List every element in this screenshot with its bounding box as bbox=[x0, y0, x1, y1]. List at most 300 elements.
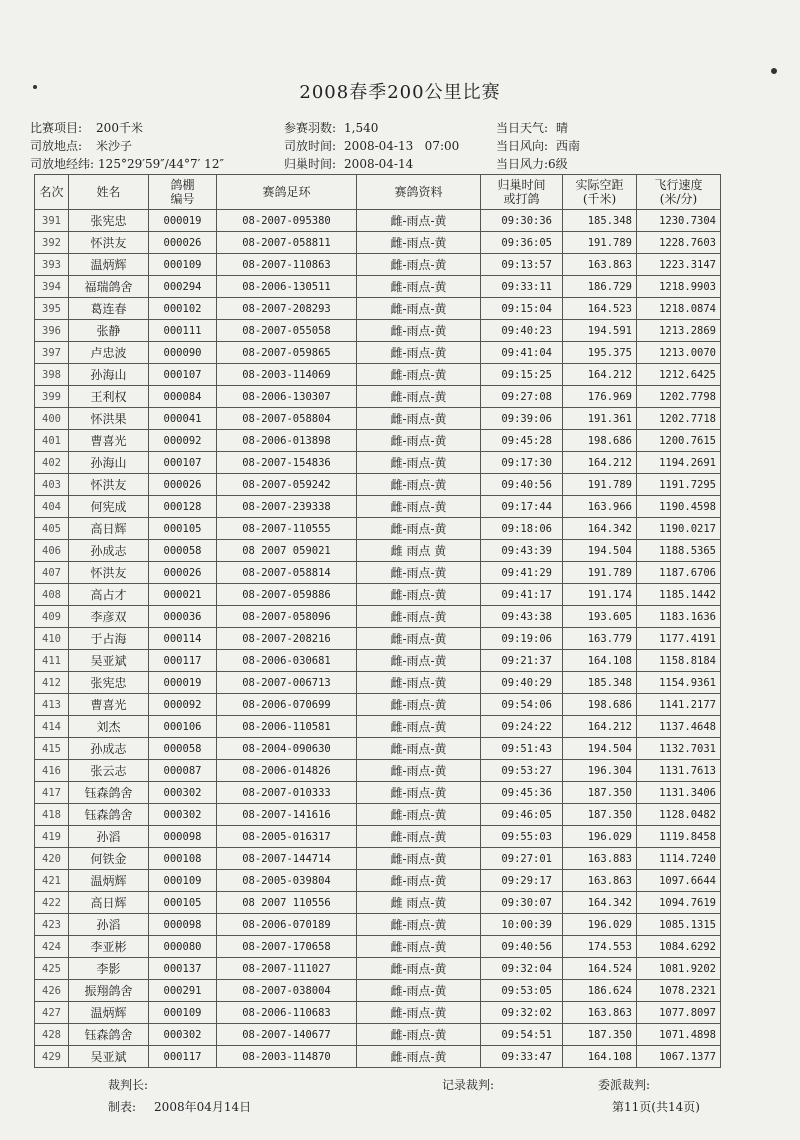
cell-loft: 000108 bbox=[149, 848, 217, 870]
cell-rank: 403 bbox=[35, 474, 69, 496]
cell-loft: 000291 bbox=[149, 980, 217, 1002]
cell-distance: 191.789 bbox=[563, 562, 637, 584]
meta-count bbox=[284, 120, 378, 136]
table-row bbox=[35, 518, 721, 540]
cell-distance: 164.212 bbox=[563, 452, 637, 474]
cell-name: 吴亚斌 bbox=[69, 650, 149, 672]
table-row bbox=[35, 958, 721, 980]
cell-ring: 08-2007-006713 bbox=[217, 672, 357, 694]
cell-speed: 1137.4648 bbox=[637, 716, 721, 738]
cell-rank: 406 bbox=[35, 540, 69, 562]
table-row bbox=[35, 716, 721, 738]
cell-loft: 000117 bbox=[149, 650, 217, 672]
cell-info: 雌-雨点-黄 bbox=[357, 584, 481, 606]
meta-coordinates-label: 司放地经纬: bbox=[30, 157, 95, 171]
cell-ring: 08-2007-058804 bbox=[217, 408, 357, 430]
cell-speed: 1141.2177 bbox=[637, 694, 721, 716]
cell-time: 09:33:47 bbox=[481, 1046, 563, 1068]
cell-time: 09:40:29 bbox=[481, 672, 563, 694]
cell-distance: 164.212 bbox=[563, 716, 637, 738]
made-label: 制表: bbox=[108, 1100, 137, 1114]
cell-loft: 000092 bbox=[149, 430, 217, 452]
cell-speed: 1223.3147 bbox=[637, 254, 721, 276]
cell-distance: 163.863 bbox=[563, 870, 637, 892]
cell-distance: 174.553 bbox=[563, 936, 637, 958]
cell-time: 09:41:04 bbox=[481, 342, 563, 364]
cell-time: 09:21:37 bbox=[481, 650, 563, 672]
cell-name: 孙滔 bbox=[69, 914, 149, 936]
meta-item bbox=[30, 120, 143, 136]
cell-loft: 000092 bbox=[149, 694, 217, 716]
cell-info: 雌-雨点-黄 bbox=[357, 452, 481, 474]
cell-info: 雌-雨点-黄 bbox=[357, 562, 481, 584]
table-row bbox=[35, 430, 721, 452]
cell-loft: 000107 bbox=[149, 452, 217, 474]
cell-time: 09:36:05 bbox=[481, 232, 563, 254]
cell-speed: 1067.1377 bbox=[637, 1046, 721, 1068]
cell-ring: 08-2007-144714 bbox=[217, 848, 357, 870]
cell-ring: 08-2005-016317 bbox=[217, 826, 357, 848]
table-row bbox=[35, 738, 721, 760]
cell-rank: 427 bbox=[35, 1002, 69, 1024]
cell-distance: 187.350 bbox=[563, 804, 637, 826]
cell-loft: 000087 bbox=[149, 760, 217, 782]
cell-distance: 164.342 bbox=[563, 518, 637, 540]
cell-time: 09:19:06 bbox=[481, 628, 563, 650]
table-row bbox=[35, 342, 721, 364]
cell-loft: 000090 bbox=[149, 342, 217, 364]
cell-distance: 191.174 bbox=[563, 584, 637, 606]
table-row bbox=[35, 298, 721, 320]
cell-speed: 1212.6425 bbox=[637, 364, 721, 386]
cell-name: 怀洪友 bbox=[69, 474, 149, 496]
cell-ring: 08-2007-111027 bbox=[217, 958, 357, 980]
cell-speed: 1218.0874 bbox=[637, 298, 721, 320]
header-distance: 实际空距 (千米) bbox=[563, 175, 637, 210]
cell-rank: 393 bbox=[35, 254, 69, 276]
cell-name: 李影 bbox=[69, 958, 149, 980]
cell-name: 温炳辉 bbox=[69, 870, 149, 892]
meta-item-value: 200千米 bbox=[96, 121, 143, 135]
cell-rank: 408 bbox=[35, 584, 69, 606]
table-row bbox=[35, 474, 721, 496]
cell-speed: 1077.8097 bbox=[637, 1002, 721, 1024]
cell-loft: 000058 bbox=[149, 738, 217, 760]
cell-distance: 196.029 bbox=[563, 826, 637, 848]
cell-distance: 163.883 bbox=[563, 848, 637, 870]
cell-rank: 428 bbox=[35, 1024, 69, 1046]
cell-speed: 1213.2869 bbox=[637, 320, 721, 342]
cell-info: 雌 雨点 黄 bbox=[357, 540, 481, 562]
cell-speed: 1081.9202 bbox=[637, 958, 721, 980]
cell-ring: 08-2007-154836 bbox=[217, 452, 357, 474]
cell-info: 雌-雨点-黄 bbox=[357, 738, 481, 760]
cell-name: 张云志 bbox=[69, 760, 149, 782]
cell-distance: 164.108 bbox=[563, 650, 637, 672]
cell-rank: 399 bbox=[35, 386, 69, 408]
appointed-label: 委派裁判: bbox=[598, 1078, 651, 1092]
cell-ring: 08 2007 059021 bbox=[217, 540, 357, 562]
cell-distance: 186.624 bbox=[563, 980, 637, 1002]
cell-loft: 000105 bbox=[149, 892, 217, 914]
cell-info: 雌-雨点-黄 bbox=[357, 958, 481, 980]
cell-distance: 191.789 bbox=[563, 232, 637, 254]
cell-time: 09:40:56 bbox=[481, 936, 563, 958]
cell-name: 温炳辉 bbox=[69, 1002, 149, 1024]
table-row bbox=[35, 606, 721, 628]
table-body bbox=[35, 210, 721, 1068]
cell-name: 孙滔 bbox=[69, 826, 149, 848]
header-speed: 飞行速度 (米/分) bbox=[637, 175, 721, 210]
cell-ring: 08-2006-070189 bbox=[217, 914, 357, 936]
cell-time: 09:17:44 bbox=[481, 496, 563, 518]
cell-time: 09:41:29 bbox=[481, 562, 563, 584]
cell-speed: 1128.0482 bbox=[637, 804, 721, 826]
cell-name: 钰森鸽舍 bbox=[69, 1024, 149, 1046]
cell-loft: 000026 bbox=[149, 562, 217, 584]
cell-distance: 187.350 bbox=[563, 782, 637, 804]
cell-speed: 1187.6706 bbox=[637, 562, 721, 584]
cell-distance: 164.524 bbox=[563, 958, 637, 980]
cell-ring: 08-2007-058096 bbox=[217, 606, 357, 628]
cell-name: 刘杰 bbox=[69, 716, 149, 738]
cell-time: 09:27:01 bbox=[481, 848, 563, 870]
cell-rank: 396 bbox=[35, 320, 69, 342]
cell-loft: 000084 bbox=[149, 386, 217, 408]
meta-wind-direction-label: 当日风向: bbox=[496, 139, 549, 153]
cell-time: 09:54:06 bbox=[481, 694, 563, 716]
cell-rank: 422 bbox=[35, 892, 69, 914]
cell-ring: 08-2003-114069 bbox=[217, 364, 357, 386]
cell-loft: 000137 bbox=[149, 958, 217, 980]
cell-loft: 000109 bbox=[149, 1002, 217, 1024]
table-row bbox=[35, 1002, 721, 1024]
cell-distance: 164.342 bbox=[563, 892, 637, 914]
table-row bbox=[35, 1046, 721, 1068]
cell-loft: 000106 bbox=[149, 716, 217, 738]
cell-distance: 185.348 bbox=[563, 672, 637, 694]
cell-rank: 419 bbox=[35, 826, 69, 848]
cell-rank: 418 bbox=[35, 804, 69, 826]
table-row bbox=[35, 672, 721, 694]
cell-info: 雌-雨点-黄 bbox=[357, 254, 481, 276]
cell-distance: 194.591 bbox=[563, 320, 637, 342]
cell-loft: 000098 bbox=[149, 914, 217, 936]
cell-speed: 1194.2691 bbox=[637, 452, 721, 474]
cell-loft: 000111 bbox=[149, 320, 217, 342]
cell-ring: 08-2006-130307 bbox=[217, 386, 357, 408]
cell-distance: 163.863 bbox=[563, 1002, 637, 1024]
cell-speed: 1085.1315 bbox=[637, 914, 721, 936]
table-row bbox=[35, 496, 721, 518]
cell-ring: 08-2006-110581 bbox=[217, 716, 357, 738]
cell-speed: 1119.8458 bbox=[637, 826, 721, 848]
cell-info: 雌-雨点-黄 bbox=[357, 716, 481, 738]
cell-time: 09:41:17 bbox=[481, 584, 563, 606]
cell-name: 李彦双 bbox=[69, 606, 149, 628]
table-row bbox=[35, 980, 721, 1002]
referee-label: 裁判长: bbox=[108, 1078, 149, 1092]
cell-time: 09:39:06 bbox=[481, 408, 563, 430]
cell-info: 雌-雨点-黄 bbox=[357, 826, 481, 848]
table-row bbox=[35, 232, 721, 254]
cell-name: 何宪成 bbox=[69, 496, 149, 518]
cell-time: 09:13:57 bbox=[481, 254, 563, 276]
cell-rank: 397 bbox=[35, 342, 69, 364]
table-row bbox=[35, 1024, 721, 1046]
cell-rank: 417 bbox=[35, 782, 69, 804]
cell-rank: 423 bbox=[35, 914, 69, 936]
cell-loft: 000098 bbox=[149, 826, 217, 848]
cell-loft: 000021 bbox=[149, 584, 217, 606]
cell-name: 怀洪友 bbox=[69, 562, 149, 584]
cell-loft: 000026 bbox=[149, 232, 217, 254]
cell-name: 钰森鸽舍 bbox=[69, 782, 149, 804]
cell-loft: 000114 bbox=[149, 628, 217, 650]
cell-rank: 404 bbox=[35, 496, 69, 518]
cell-ring: 08 2007 110556 bbox=[217, 892, 357, 914]
table-row bbox=[35, 210, 721, 232]
meta-wind-direction-value: 西南 bbox=[556, 139, 581, 153]
cell-name: 何铁金 bbox=[69, 848, 149, 870]
cell-time: 09:45:36 bbox=[481, 782, 563, 804]
cell-name: 福瑞鸽舍 bbox=[69, 276, 149, 298]
cell-distance: 164.523 bbox=[563, 298, 637, 320]
cell-info: 雌-雨点-黄 bbox=[357, 386, 481, 408]
cell-info: 雌-雨点-黄 bbox=[357, 628, 481, 650]
meta-release-value: 2008-04-13 07:00 bbox=[344, 139, 460, 153]
page-title: 2008春季200公里比赛 bbox=[299, 82, 501, 103]
table-row bbox=[35, 848, 721, 870]
cell-info: 雌-雨点-黄 bbox=[357, 804, 481, 826]
cell-ring: 08-2007-055058 bbox=[217, 320, 357, 342]
cell-loft: 000117 bbox=[149, 1046, 217, 1068]
cell-speed: 1230.7304 bbox=[637, 210, 721, 232]
cell-distance: 198.686 bbox=[563, 430, 637, 452]
table-row bbox=[35, 386, 721, 408]
cell-distance: 164.108 bbox=[563, 1046, 637, 1068]
cell-distance: 187.350 bbox=[563, 1024, 637, 1046]
header-info: 赛鸽资料 bbox=[357, 175, 481, 210]
cell-time: 09:32:04 bbox=[481, 958, 563, 980]
table-row bbox=[35, 650, 721, 672]
cell-rank: 425 bbox=[35, 958, 69, 980]
cell-time: 09:18:06 bbox=[481, 518, 563, 540]
cell-speed: 1183.1636 bbox=[637, 606, 721, 628]
cell-speed: 1213.0070 bbox=[637, 342, 721, 364]
cell-loft: 000058 bbox=[149, 540, 217, 562]
cell-rank: 409 bbox=[35, 606, 69, 628]
cell-speed: 1131.7613 bbox=[637, 760, 721, 782]
cell-name: 孙成志 bbox=[69, 738, 149, 760]
table-row bbox=[35, 320, 721, 342]
cell-info: 雌 雨点-黄 bbox=[357, 892, 481, 914]
cell-time: 09:43:38 bbox=[481, 606, 563, 628]
header-rank: 名次 bbox=[35, 175, 69, 210]
cell-time: 09:27:08 bbox=[481, 386, 563, 408]
cell-info: 雌-雨点-黄 bbox=[357, 914, 481, 936]
cell-name: 钰森鸽舍 bbox=[69, 804, 149, 826]
cell-distance: 164.212 bbox=[563, 364, 637, 386]
cell-time: 09:15:25 bbox=[481, 364, 563, 386]
cell-ring: 08-2006-070699 bbox=[217, 694, 357, 716]
meta-weather bbox=[496, 120, 568, 136]
cell-ring: 08-2007-059242 bbox=[217, 474, 357, 496]
cell-name: 吴亚斌 bbox=[69, 1046, 149, 1068]
cell-loft: 000026 bbox=[149, 474, 217, 496]
cell-ring: 08-2007-095380 bbox=[217, 210, 357, 232]
cell-speed: 1071.4898 bbox=[637, 1024, 721, 1046]
table-row bbox=[35, 628, 721, 650]
cell-rank: 392 bbox=[35, 232, 69, 254]
cell-ring: 08-2006-110683 bbox=[217, 1002, 357, 1024]
cell-info: 雌-雨点-黄 bbox=[357, 298, 481, 320]
table-row bbox=[35, 892, 721, 914]
cell-time: 09:17:30 bbox=[481, 452, 563, 474]
meta-count-label: 参赛羽数: bbox=[284, 121, 337, 135]
header-ring: 赛鸽足环 bbox=[217, 175, 357, 210]
cell-speed: 1190.4598 bbox=[637, 496, 721, 518]
meta-wind-force bbox=[496, 156, 568, 172]
cell-name: 张宪忠 bbox=[69, 210, 149, 232]
meta-location bbox=[30, 138, 132, 154]
cell-loft: 000080 bbox=[149, 936, 217, 958]
cell-loft: 000105 bbox=[149, 518, 217, 540]
cell-loft: 000019 bbox=[149, 210, 217, 232]
cell-loft: 000294 bbox=[149, 276, 217, 298]
cell-ring: 08-2005-039804 bbox=[217, 870, 357, 892]
meta-return-value: 2008-04-14 bbox=[344, 157, 414, 171]
table-row bbox=[35, 364, 721, 386]
table-row bbox=[35, 826, 721, 848]
cell-time: 09:45:28 bbox=[481, 430, 563, 452]
cell-name: 曹喜光 bbox=[69, 694, 149, 716]
cell-loft: 000302 bbox=[149, 1024, 217, 1046]
cell-distance: 163.966 bbox=[563, 496, 637, 518]
cell-ring: 08-2004-090630 bbox=[217, 738, 357, 760]
table-row bbox=[35, 584, 721, 606]
table-row bbox=[35, 782, 721, 804]
cell-info: 雌-雨点-黄 bbox=[357, 694, 481, 716]
cell-rank: 414 bbox=[35, 716, 69, 738]
cell-distance: 163.863 bbox=[563, 254, 637, 276]
cell-name: 王利权 bbox=[69, 386, 149, 408]
cell-loft: 000107 bbox=[149, 364, 217, 386]
cell-time: 09:29:17 bbox=[481, 870, 563, 892]
table-header-row bbox=[35, 175, 721, 210]
cell-time: 09:51:43 bbox=[481, 738, 563, 760]
cell-distance: 195.375 bbox=[563, 342, 637, 364]
meta-return-label: 归巢时间: bbox=[284, 157, 337, 171]
cell-speed: 1094.7619 bbox=[637, 892, 721, 914]
cell-distance: 176.969 bbox=[563, 386, 637, 408]
cell-info: 雌-雨点-黄 bbox=[357, 606, 481, 628]
cell-speed: 1188.5365 bbox=[637, 540, 721, 562]
cell-distance: 196.029 bbox=[563, 914, 637, 936]
cell-ring: 08-2006-130511 bbox=[217, 276, 357, 298]
cell-time: 09:15:04 bbox=[481, 298, 563, 320]
cell-time: 09:55:03 bbox=[481, 826, 563, 848]
cell-speed: 1218.9903 bbox=[637, 276, 721, 298]
cell-time: 09:54:51 bbox=[481, 1024, 563, 1046]
cell-name: 李亚彬 bbox=[69, 936, 149, 958]
cell-distance: 163.779 bbox=[563, 628, 637, 650]
cell-ring: 08-2007-059865 bbox=[217, 342, 357, 364]
cell-info: 雌-雨点-黄 bbox=[357, 650, 481, 672]
cell-speed: 1131.3406 bbox=[637, 782, 721, 804]
cell-name: 孙海山 bbox=[69, 364, 149, 386]
cell-rank: 412 bbox=[35, 672, 69, 694]
cell-info: 雌-雨点-黄 bbox=[357, 1024, 481, 1046]
cell-info: 雌-雨点-黄 bbox=[357, 980, 481, 1002]
cell-ring: 08-2007-010333 bbox=[217, 782, 357, 804]
meta-wind-force-label: 当日风力: bbox=[496, 157, 549, 171]
cell-time: 09:33:11 bbox=[481, 276, 563, 298]
meta-location-label: 司放地点: bbox=[30, 139, 83, 153]
header-name: 姓名 bbox=[69, 175, 149, 210]
cell-rank: 394 bbox=[35, 276, 69, 298]
cell-info: 雌-雨点-黄 bbox=[357, 936, 481, 958]
cell-info: 雌-雨点-黄 bbox=[357, 276, 481, 298]
cell-info: 雌-雨点-黄 bbox=[357, 1046, 481, 1068]
cell-distance: 191.361 bbox=[563, 408, 637, 430]
cell-info: 雌-雨点-黄 bbox=[357, 1002, 481, 1024]
cell-loft: 000102 bbox=[149, 298, 217, 320]
cell-ring: 08-2003-114870 bbox=[217, 1046, 357, 1068]
cell-speed: 1158.8184 bbox=[637, 650, 721, 672]
cell-distance: 186.729 bbox=[563, 276, 637, 298]
table-row bbox=[35, 540, 721, 562]
cell-speed: 1114.7240 bbox=[637, 848, 721, 870]
meta-location-value: 米沙子 bbox=[96, 139, 133, 153]
cell-speed: 1132.7031 bbox=[637, 738, 721, 760]
cell-name: 孙成志 bbox=[69, 540, 149, 562]
cell-rank: 398 bbox=[35, 364, 69, 386]
cell-name: 卢忠波 bbox=[69, 342, 149, 364]
page-info: 第11页(共14页) bbox=[612, 1100, 700, 1114]
cell-rank: 420 bbox=[35, 848, 69, 870]
cell-distance: 185.348 bbox=[563, 210, 637, 232]
table-row bbox=[35, 254, 721, 276]
cell-rank: 421 bbox=[35, 870, 69, 892]
cell-info: 雌-雨点-黄 bbox=[357, 232, 481, 254]
meta-count-value: 1,540 bbox=[344, 121, 379, 135]
cell-info: 雌-雨点-黄 bbox=[357, 364, 481, 386]
header-loft: 鸽棚 编号 bbox=[149, 175, 217, 210]
meta-item-label: 比赛项目: bbox=[30, 121, 83, 135]
made-date: 2008年04月14日 bbox=[154, 1100, 252, 1114]
cell-name: 孙海山 bbox=[69, 452, 149, 474]
cell-speed: 1202.7798 bbox=[637, 386, 721, 408]
cell-speed: 1084.6292 bbox=[637, 936, 721, 958]
cell-rank: 400 bbox=[35, 408, 69, 430]
cell-name: 高日辉 bbox=[69, 892, 149, 914]
cell-loft: 000041 bbox=[149, 408, 217, 430]
cell-rank: 401 bbox=[35, 430, 69, 452]
cell-time: 09:24:22 bbox=[481, 716, 563, 738]
cell-ring: 08-2007-208293 bbox=[217, 298, 357, 320]
meta-coordinates bbox=[30, 156, 224, 172]
cell-ring: 08-2007-038004 bbox=[217, 980, 357, 1002]
cell-time: 09:30:07 bbox=[481, 892, 563, 914]
cell-ring: 08-2007-170658 bbox=[217, 936, 357, 958]
meta-weather-value: 晴 bbox=[556, 121, 569, 135]
meta-wind-force-value: 6级 bbox=[548, 157, 568, 171]
cell-loft: 000036 bbox=[149, 606, 217, 628]
results-table bbox=[34, 174, 721, 1068]
cell-name: 葛连春 bbox=[69, 298, 149, 320]
cell-ring: 08-2007-059886 bbox=[217, 584, 357, 606]
